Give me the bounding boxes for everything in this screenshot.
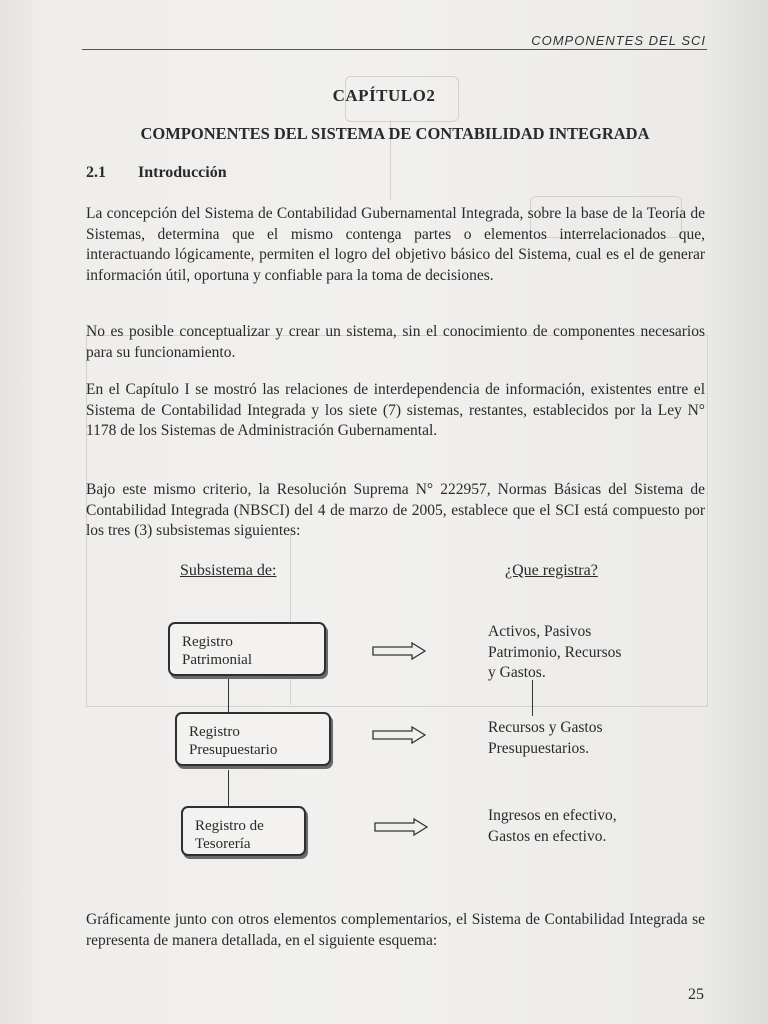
double-arrow-right-icon	[372, 726, 426, 744]
paragraph-intro: La concepción del Sistema de Contabilidad Gubernamental Integrada, sobre la base de la Teoría de Sistemas, determina que el mismo contenga partes o elementos interrelacionados que, interactuando lógicamente, permiten el logro del objetivo básico del Sistema, cual es el de generar información útil, oportuna y confiable para la toma de decisiones.	[86, 205, 705, 284]
records-tesoreria	[488, 806, 617, 847]
section-title: Introducción	[138, 164, 227, 181]
records-line: Patrimonio, Recursos	[488, 643, 622, 661]
chapter-heading: CAPÍTULO2	[332, 86, 436, 105]
running-header: COMPONENTES DEL SCI	[531, 33, 706, 48]
double-arrow-right-icon	[372, 642, 426, 660]
records-line: Activos, Pasivos	[488, 623, 592, 640]
paragraph-graphic: Gráficamente junto con otros elementos complementarios, el Sistema de Contabilidad Integrada se representa de manera detallada, en el siguiente esquema:	[86, 911, 705, 949]
records-line: y Gastos.	[488, 664, 546, 681]
box-line: Registro de	[195, 818, 264, 834]
box-line: Registro	[189, 724, 240, 740]
records-line: Recursos y Gastos	[488, 719, 603, 736]
subsystem-box-patrimonial	[168, 622, 326, 676]
connector-line	[228, 676, 229, 712]
paragraph-resolution: Bajo este mismo criterio, la Resolución Suprema N° 222957, Normas Básicas del Sistema de Contabilidad Integrada (NBSCI) del 4 de marzo de 2005, establece que el SCI está compuesto por los tres (3) subsistemas siguientes:	[86, 481, 705, 539]
records-line: Ingresos en efectivo,	[488, 807, 617, 824]
section-heading	[86, 164, 227, 182]
box-line: Presupuestario	[189, 742, 278, 758]
double-arrow-right-icon	[374, 818, 428, 836]
header-rule	[82, 49, 707, 50]
section-number: 2.1	[86, 164, 106, 181]
subsystem-box-tesoreria	[181, 806, 306, 856]
bleed-through-line	[290, 535, 291, 705]
paragraph-chapter-one: En el Capítulo I se mostró las relaciones de interdependencia de información, existentes entre el Sistema de Contabilidad Integrada y los siete (7) sistemas, restantes, establecidos por la Ley N° 1178 de los Sistemas de Administración Gubernamental.	[86, 381, 705, 439]
records-line: Presupuestarios.	[488, 739, 590, 757]
records-presupuestario	[488, 718, 603, 759]
records-patrimonial	[488, 622, 621, 684]
subsystem-box-presupuestario	[175, 712, 331, 766]
records-line: Gastos en efectivo.	[488, 827, 607, 845]
page-number: 25	[688, 986, 704, 1003]
diagram-heading-subsystem: Subsistema de:	[180, 562, 277, 579]
paragraph-components: No es posible conceptualizar y crear un sistema, sin el conocimiento de componentes necesarios para su funcionamiento.	[86, 323, 705, 361]
chapter-title: COMPONENTES DEL SISTEMA DE CONTABILIDAD INTEGRADA	[140, 124, 650, 143]
box-line: Registro	[182, 634, 233, 650]
box-line: Patrimonial	[182, 652, 252, 668]
box-line: Tesorería	[195, 836, 251, 852]
diagram-heading-records: ¿Que registra?	[505, 562, 598, 579]
connector-line	[532, 680, 533, 716]
connector-line	[228, 770, 229, 810]
